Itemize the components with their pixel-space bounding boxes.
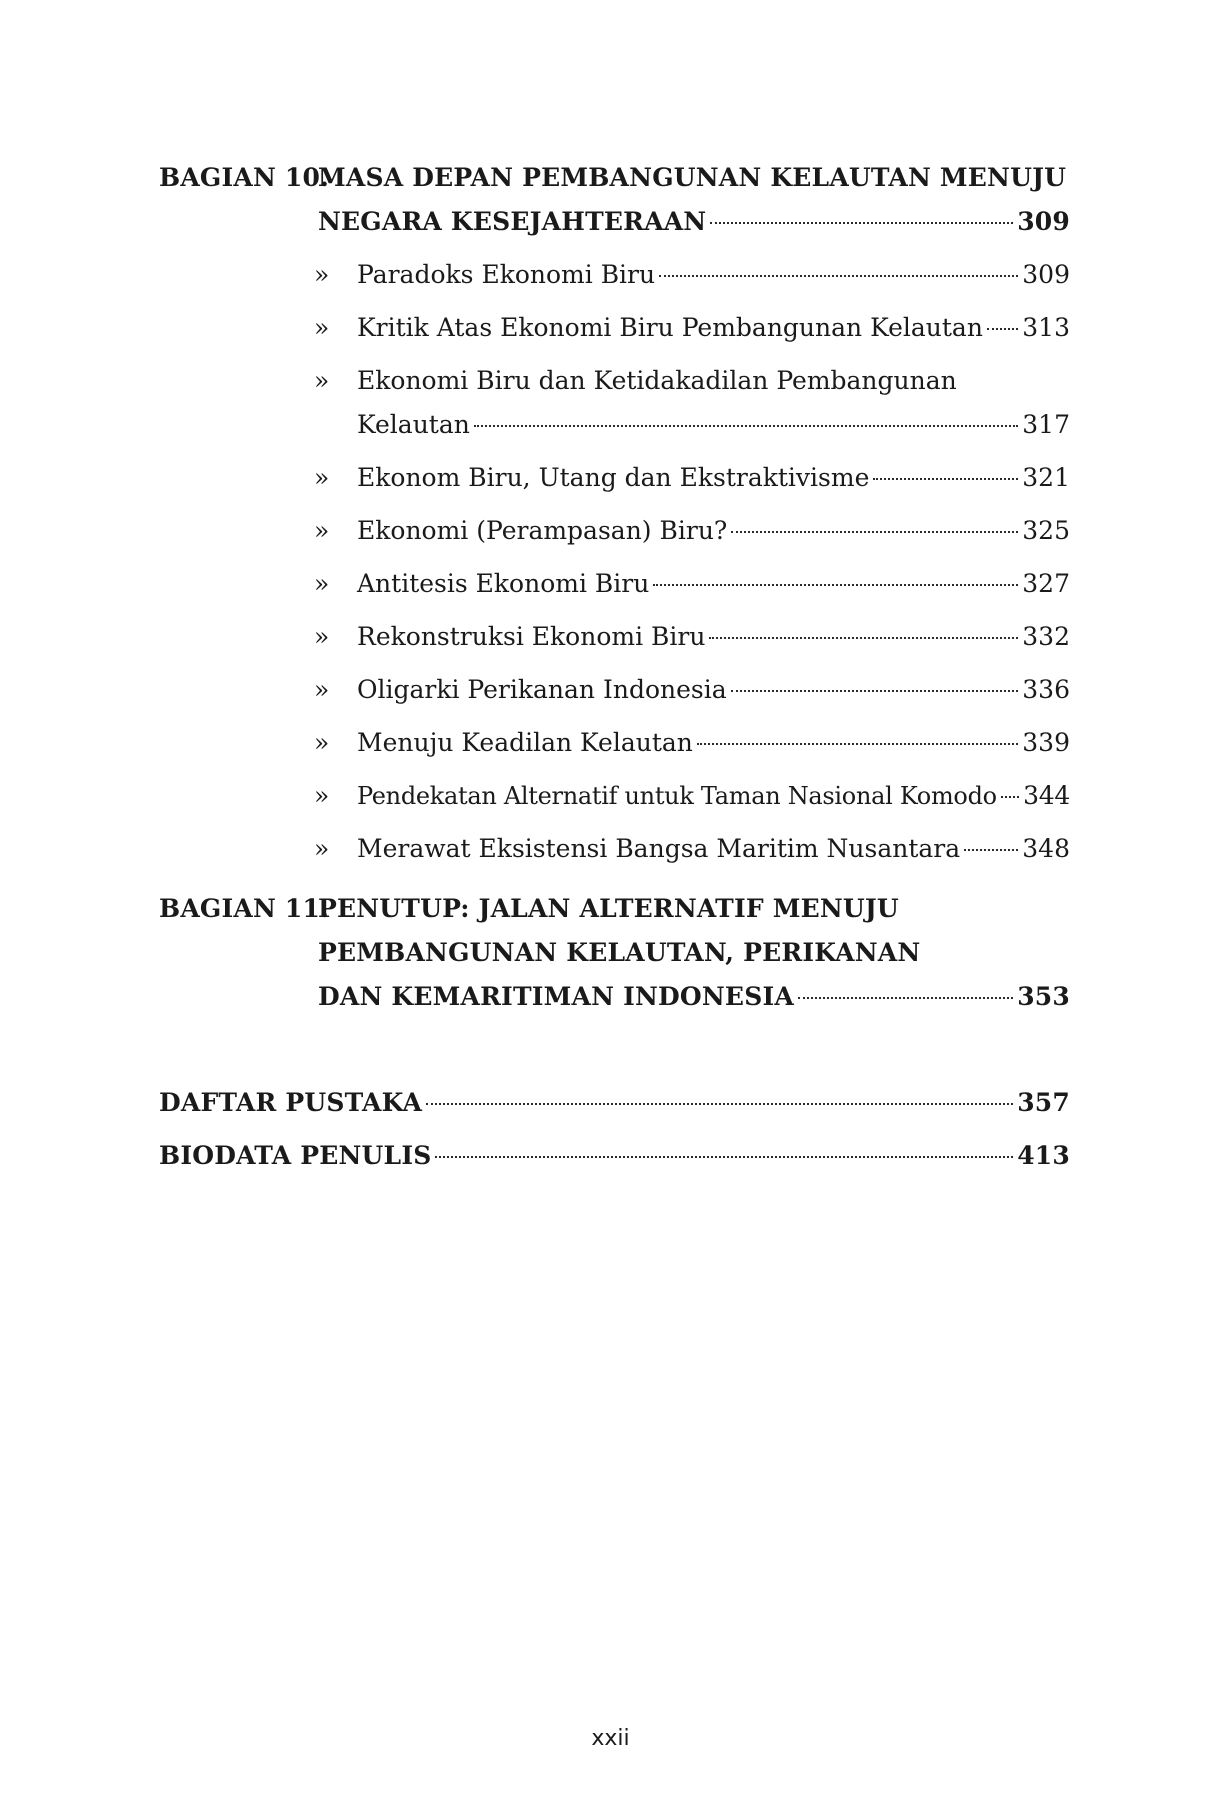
toc-item-line2[interactable]: Kelautan 317 [357, 410, 1070, 439]
dot-leader [964, 849, 1018, 851]
toc-item[interactable]: Ekonomi (Perampasan) Biru? 325 [357, 516, 1070, 545]
dot-leader [709, 637, 1018, 639]
bullet-icon: » [314, 834, 330, 863]
dot-leader [659, 275, 1018, 277]
part10-page: 309 [1017, 207, 1070, 236]
dot-leader [731, 690, 1019, 692]
toc-item[interactable]: Kritik Atas Ekonomi Biru Pembangunan Kelautan 313 [357, 313, 1070, 342]
dot-leader [798, 997, 1013, 999]
part11-page: 353 [1017, 982, 1070, 1011]
dot-leader [426, 1103, 1013, 1105]
page-number: xxii [591, 1726, 630, 1751]
toc-item[interactable]: Paradoks Ekonomi Biru 309 [357, 260, 1070, 289]
dot-leader [987, 328, 1018, 330]
bullet-icon: » [314, 781, 330, 810]
toc-item[interactable]: Antitesis Ekonomi Biru 327 [357, 569, 1070, 598]
part11-title-entry[interactable] [318, 981, 1070, 1013]
bullet-icon: » [314, 463, 330, 492]
bullet-icon: » [314, 516, 330, 545]
toc-item[interactable]: Rekonstruksi Ekonomi Biru 332 [357, 622, 1070, 651]
dot-leader [697, 743, 1018, 745]
part10-title-line2: NEGARA KESEJAHTERAAN [318, 207, 707, 236]
dot-leader [1001, 796, 1019, 798]
toc-item[interactable]: Merawat Eksistensi Bangsa Maritim Nusantara 348 [357, 834, 1070, 863]
bullet-icon: » [314, 313, 330, 342]
toc-item-line1[interactable]: Ekonomi Biru dan Ketidakadilan Pembangunan [357, 366, 957, 395]
daftar-pustaka-entry[interactable]: DAFTAR PUSTAKA 357 [159, 1088, 1070, 1117]
dot-leader [710, 222, 1013, 224]
part11-title-line2: PEMBANGUNAN KELAUTAN, PERIKANAN [318, 938, 921, 967]
dot-leader [873, 478, 1018, 480]
part11-label: BAGIAN 11. [159, 894, 330, 923]
toc-item[interactable]: Ekonom Biru, Utang dan Ekstraktivisme 321 [357, 463, 1070, 492]
part11-title-line1: PENUTUP: JALAN ALTERNATIF MENUJU [318, 894, 899, 923]
toc-item[interactable]: Oligarki Perikanan Indonesia 336 [357, 675, 1070, 704]
bullet-icon: » [314, 622, 330, 651]
bullet-icon: » [314, 728, 330, 757]
bullet-icon: » [314, 569, 330, 598]
toc-item[interactable]: Pendekatan Alternatif untuk Taman Nasional Komodo 344 [357, 781, 1070, 810]
bullet-icon: » [314, 260, 330, 289]
toc-item[interactable]: Menuju Keadilan Kelautan 339 [357, 728, 1070, 757]
part10-title-entry[interactable] [318, 206, 1070, 238]
bullet-icon: » [314, 675, 330, 704]
dot-leader [731, 531, 1018, 533]
dot-leader [474, 425, 1018, 427]
dot-leader [653, 584, 1018, 586]
bullet-icon: » [314, 366, 330, 395]
part10-title-line1: MASA DEPAN PEMBANGUNAN KELAUTAN MENUJU [318, 163, 1067, 192]
biodata-penulis-entry[interactable]: BIODATA PENULIS 413 [159, 1141, 1070, 1170]
part11-title-line3: DAN KEMARITIMAN INDONESIA [318, 982, 794, 1011]
dot-leader [435, 1156, 1013, 1158]
part10-label: BAGIAN 10. [159, 163, 330, 192]
